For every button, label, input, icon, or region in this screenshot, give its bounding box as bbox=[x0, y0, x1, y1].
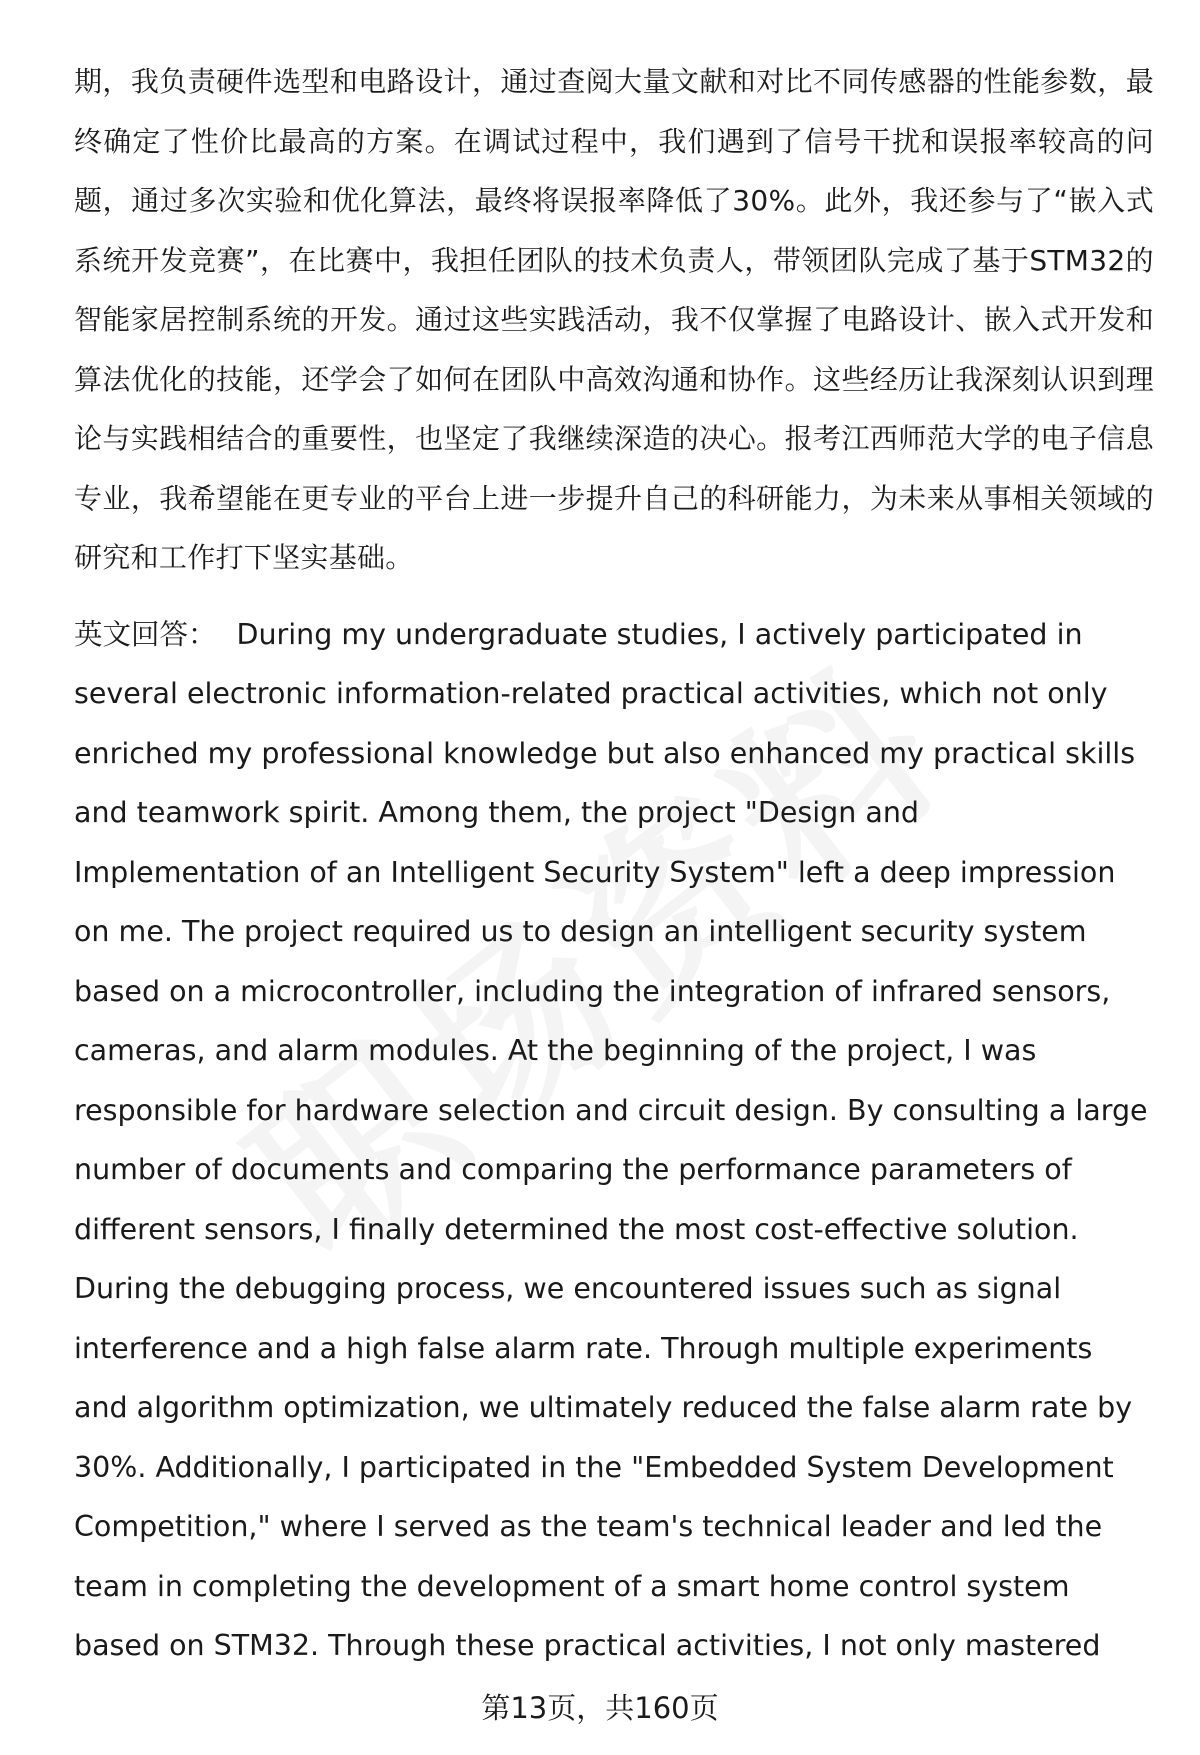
chinese-paragraph: 期，我负责硬件选型和电路设计，通过查阅大量文献和对比不同传感器的性能参数，最终确定了性价比最高的方案。在调试过程中，我们遇到了信号干扰和误报率较高的问题，通过多次实验和优化算法，最终将误报率降低了30%。此外，我还参与了“嵌入式系统开发竞赛”，在比赛中，我担任团队的技术负责人，带领团队完成了基于STM32的智能家居控制系统的开发。通过这些实践活动，我不仅掌握了电路设计、嵌入式开发和算法优化的技能，还学会了如何在团队中高效沟通和协作。这些经历让我深刻认识到理论与实践相结合的重要性，也坚定了我继续深造的决心。报考江西师范大学的电子信息专业，我希望能在更专业的平台上进一步提升自己的科研能力，为未来从事相关领域的研究和工作打下坚实基础。 bbox=[74, 65, 1154, 574]
english-answer-paragraph bbox=[74, 605, 1154, 1676]
english-answer-label: 英文回答： bbox=[74, 617, 217, 651]
page-body bbox=[74, 52, 1154, 1676]
english-answer-text: During my undergraduate studies, I actively participated in several electronic information-related practical activities, which not only enriched my professional knowledge but also enhanced my practical skills and teamwork spirit. Among them, the project "Design and Implementation of an Intelligent Security System" left a deep impression on me. The project required us to design an intelligent security system based on a microcontroller, including the integration of infrared sensors, cameras, and alarm modules. At the beginning of the project, I was responsible for hardware selection and circuit design. By consulting a large number of documents and comparing the performance parameters of different sensors, I finally determined the most cost-effective solution. During the debugging process, we encountered issues such as signal interference and a high false alarm rate. Through multiple experiments and algorithm optimization, we ultimately reduced the false alarm rate by 30%. Additionally, I participated in the "Embedded System Development Competition," where I served as the team's technical leader and led the team in completing the development of a smart home control system based on STM32. Through these practical activities, I not only mastered bbox=[74, 617, 1148, 1662]
page-number-footer: 第13页，共160页 bbox=[481, 1691, 719, 1725]
